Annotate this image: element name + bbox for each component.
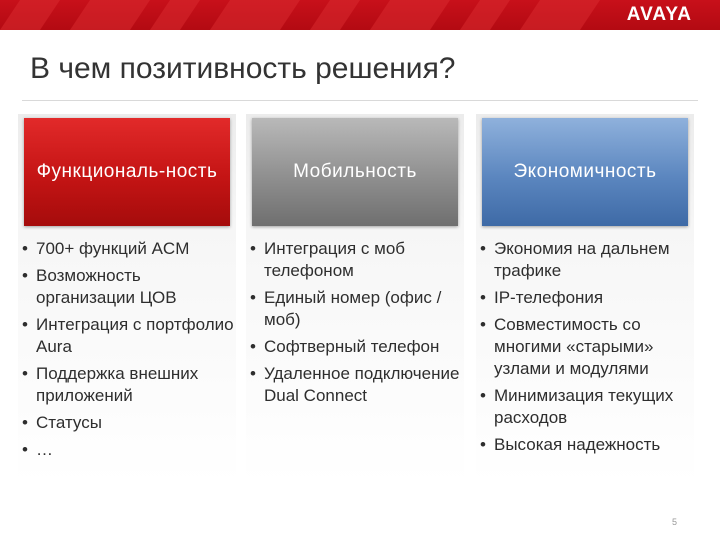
column-functionality	[18, 114, 236, 484]
decorative-stripes	[0, 0, 620, 30]
top-brand-bar	[0, 0, 720, 30]
column-heading: Мобильность	[252, 118, 458, 226]
list-item: • Интеграция с моб телефоном	[250, 238, 462, 282]
slide-title: В чем позитивность решения?	[30, 52, 456, 85]
list-item: • Высокая надежность	[480, 434, 692, 456]
title-divider	[22, 100, 698, 101]
list-item: • …	[22, 439, 234, 461]
list-item: • Экономия на дальнем трафике	[480, 238, 692, 282]
column-heading: Функциональ-ность	[24, 118, 230, 226]
list-item: • Софтверный телефон	[250, 336, 462, 358]
page-number: 5	[672, 517, 678, 527]
list-item: • Минимизация текущих расходов	[480, 385, 692, 429]
list-item: • 700+ функций ACM	[22, 238, 234, 260]
list-item: • Статусы	[22, 412, 234, 434]
list-item: • Поддержка внешних приложений	[22, 363, 234, 407]
feature-list	[250, 238, 462, 412]
list-item: • Совместимость со многими «старыми» узлами и модулями	[480, 314, 692, 380]
list-item: • Возможность организации ЦОВ	[22, 265, 234, 309]
column-economy	[476, 114, 694, 484]
list-item: • Интеграция с портфолио Aura	[22, 314, 234, 358]
avaya-logo: AVAYA	[626, 4, 692, 25]
list-item: • Удаленное подключение Dual Connect	[250, 363, 462, 407]
column-heading: Экономичность	[482, 118, 688, 226]
feature-list	[22, 238, 234, 466]
column-mobility	[246, 114, 464, 484]
list-item: • Единый номер (офис / моб)	[250, 287, 462, 331]
feature-list	[480, 238, 692, 461]
list-item: • IP-телефония	[480, 287, 692, 309]
